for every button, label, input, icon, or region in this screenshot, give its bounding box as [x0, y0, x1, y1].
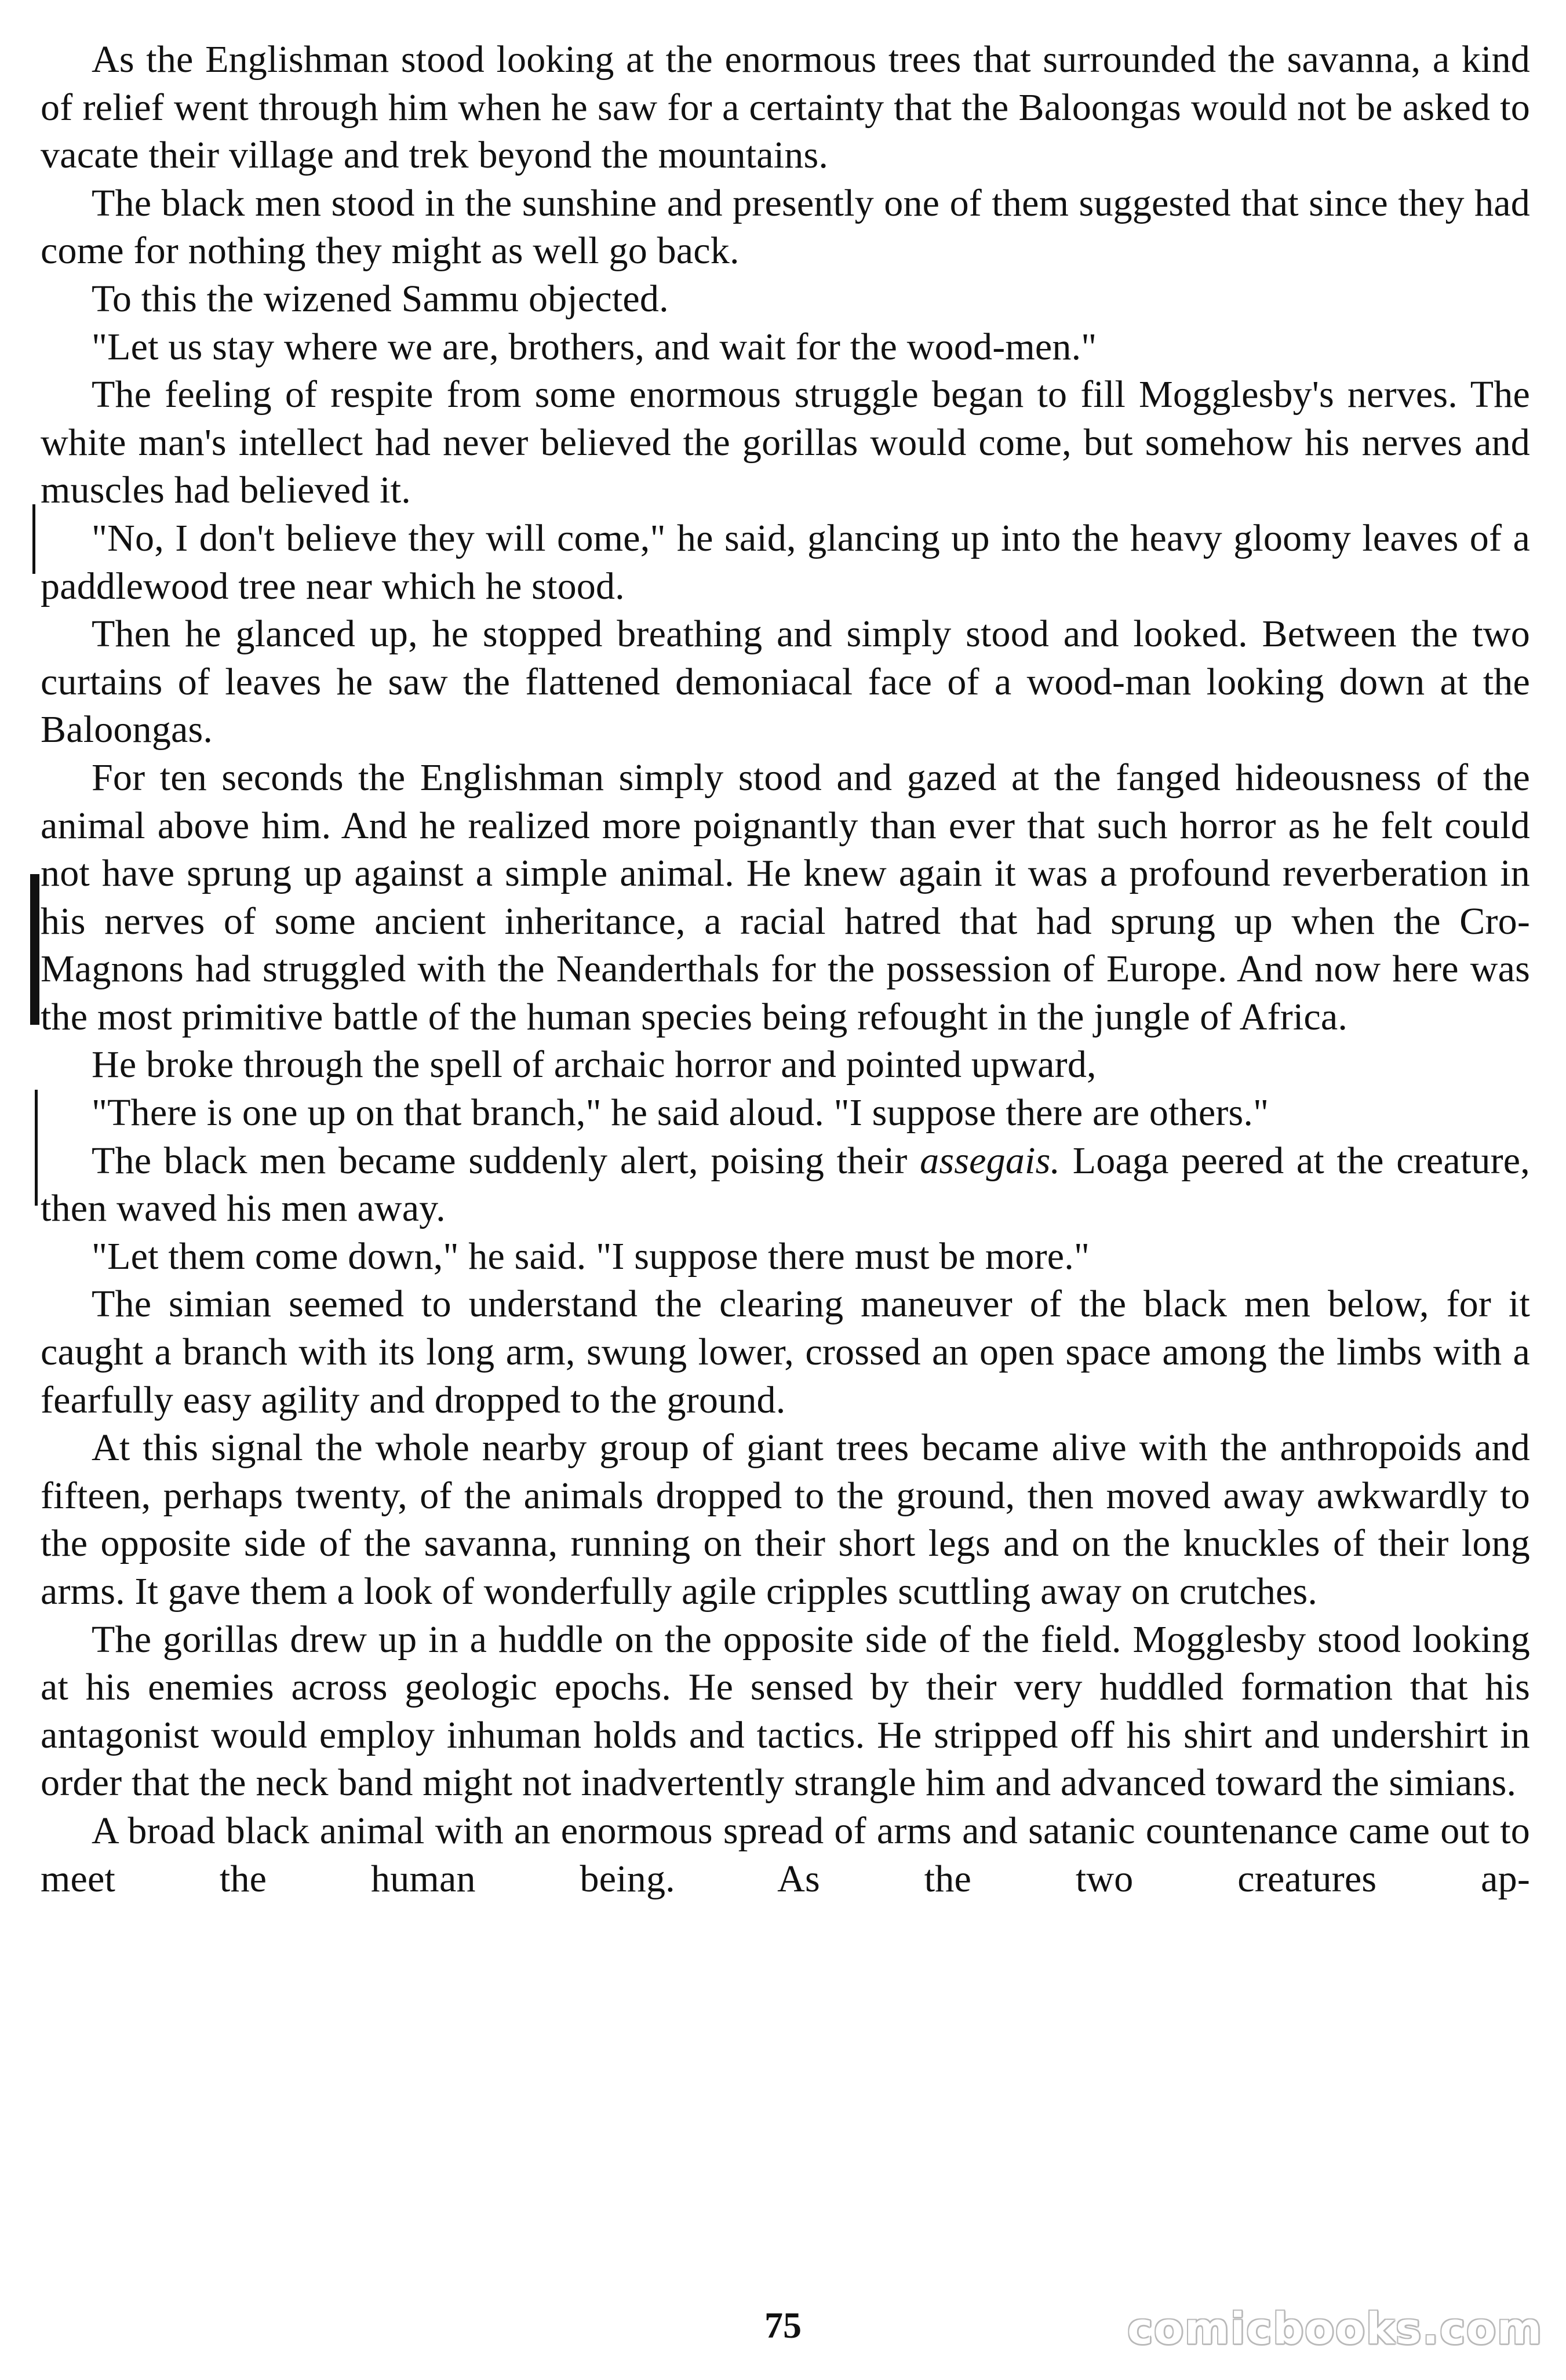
- paragraph-11-text-before: The black men became suddenly alert, poising their: [92, 1139, 920, 1182]
- paragraph-6: "No, I don't believe they will come," he said, glancing up into the heavy gloomy leaves of a paddlewood tree near which he stood.: [41, 516, 1530, 607]
- paragraph-7: Then he glanced up, he stopped breathing and simply stood and looked. Between the two curtains of leaves he saw the flattened demoniacal face of a wood-man looking down at the Baloongas.: [41, 613, 1530, 751]
- paragraph-4: "Let us stay where we are, brothers, and wait for the wood-men.": [92, 325, 1097, 368]
- paragraph-12: "Let them come down," he said. "I suppose there must be more.": [92, 1235, 1090, 1278]
- paragraph-2: The black men stood in the sunshine and presently one of them suggested that since they had come for nothing they might as well go back.: [41, 181, 1530, 272]
- paragraph-11-text-after: Loaga peered at the creature, then waved his men away.: [41, 1139, 1530, 1230]
- paragraph-1: As the Englishman stood looking at the enormous trees that surrounded the savanna, a kind of relief went through him when he saw for a certainty that the Baloongas would not be asked to vacate their village and trek beyond the mountains.: [41, 38, 1530, 177]
- paragraph-10: "There is one up on that branch," he said aloud. "I suppose there are others.": [92, 1091, 1269, 1134]
- paragraph-11: [41, 1137, 1530, 1233]
- paragraph-13: The simian seemed to understand the clearing maneuver of the black men below, for it caught a branch with its long arm, swung lower, crossed an open space among the limbs with a fearfully easy agility and dropped to the ground.: [41, 1283, 1530, 1421]
- paragraph-15: The gorillas drew up in a huddle on the opposite side of the field. Mogglesby stood looking at his enemies across geologic epochs. He sensed by their very huddled formation that his antagonist would employ inhuman holds and tactics. He stripped off his shirt and undershirt in order that the neck band might not inadvertently strangle him and advanced toward the simians.: [41, 1618, 1530, 1804]
- scan-artifact-bar-bottom: [35, 1090, 38, 1206]
- paragraph-5: The feeling of respite from some enormous struggle began to fill Mogglesby's nerves. The white man's intellect had never believed the gorillas would come, but somehow his nerves and muscles had believed it.: [41, 373, 1530, 512]
- paragraph-9: He broke through the spell of archaic horror and pointed upward,: [92, 1043, 1097, 1086]
- watermark-logo: comicbooks.com: [1127, 2304, 1543, 2354]
- paragraph-16: A broad black animal with an enormous spread of arms and satanic countenance came out to meet the human being. As the two creatures ap-: [41, 1809, 1530, 1900]
- paragraph-11-italic-word: assegais.: [920, 1139, 1061, 1182]
- paragraph-8: For ten seconds the Englishman simply stood and gazed at the fanged hideousness of the animal above him. And he realized more poignantly than ever that such horror as he felt could not have sprung up against a simple animal. He knew again it was a profound reverberation in his nerves of some ancient inheritance, a racial hatred that had sprung up when the Cro-Magnons had struggled with the Neanderthals for the possession of Europe. And now here was the most primitive battle of the human species being refought in the jungle of Africa.: [41, 756, 1530, 1038]
- scan-artifact-bar-middle: [30, 874, 39, 1025]
- scan-artifact-bar-top: [32, 504, 35, 574]
- page-number: 75: [764, 2305, 802, 2346]
- paragraph-3: To this the wizened Sammu objected.: [92, 277, 669, 320]
- body-text: [41, 36, 1530, 1903]
- paragraph-14: At this signal the whole nearby group of giant trees became alive with the anthropoids and fifteen, perhaps twenty, of the animals dropped to the ground, then moved away awkwardly to the opposite side of the savanna, running on their short legs and on the knuckles of their long arms. It gave them a look of wonderfully agile cripples scuttling away on crutches.: [41, 1426, 1530, 1613]
